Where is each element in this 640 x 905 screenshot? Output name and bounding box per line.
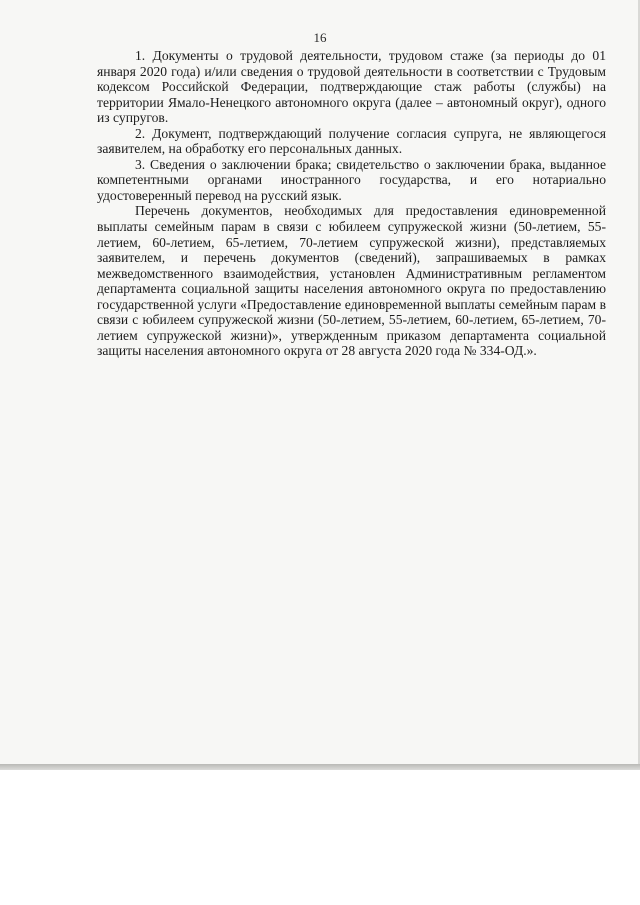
page-number: 16 [313, 30, 327, 45]
paragraph-documents-work-activity: 1. Документы о трудовой деятельности, трудовом стаже (за периоды до 01 января 2020 года) и/или сведения о трудовой деятельности в соответствии с Трудовым кодексом Российской Федерации, подтверждающие стаж работы (службы) на территории Ямало-Ненецкого автономного округа (далее – автономный округ), одного из супругов. [97, 48, 606, 126]
document-body [97, 48, 606, 359]
scan-bottom-edge [0, 764, 640, 770]
paragraph-spouse-consent: 2. Документ, подтверждающий получение согласия супруга, не являющегося заявителем, на обработку его персональных данных. [97, 125, 606, 157]
paragraph-marriage-information: 3. Сведения о заключении брака; свидетельство о заключении брака, выданное компетентными органами иностранного государства, и его нотариально удостоверенный перевод на русский язык. [97, 156, 606, 203]
paragraph-documents-list-regulation: Перечень документов, необходимых для предоставления единовременной выплаты семейным парам в связи с юбилеем супружеской жизни (50-летием, 55-летием, 60-летием, 65-летием, 70-летием супружеской жизни), представляемых заявителем, и перечень документов (сведений), запрашиваемых в рамках межведомственного взаимодействия, установлен Административным регламентом департамента социальной защиты населения автономного округа по предоставлению государственной услуги «Предоставление единовременной выплаты семейным парам в связи с юбилеем супружеской жизни (50-летием, 55-летием, 60-летием, 65-летием, 70-летием супружеской жизни)», утвержденным приказом департамента социальной защиты населения автономного округа от 28 августа 2020 года № 334-ОД.». [97, 203, 606, 359]
